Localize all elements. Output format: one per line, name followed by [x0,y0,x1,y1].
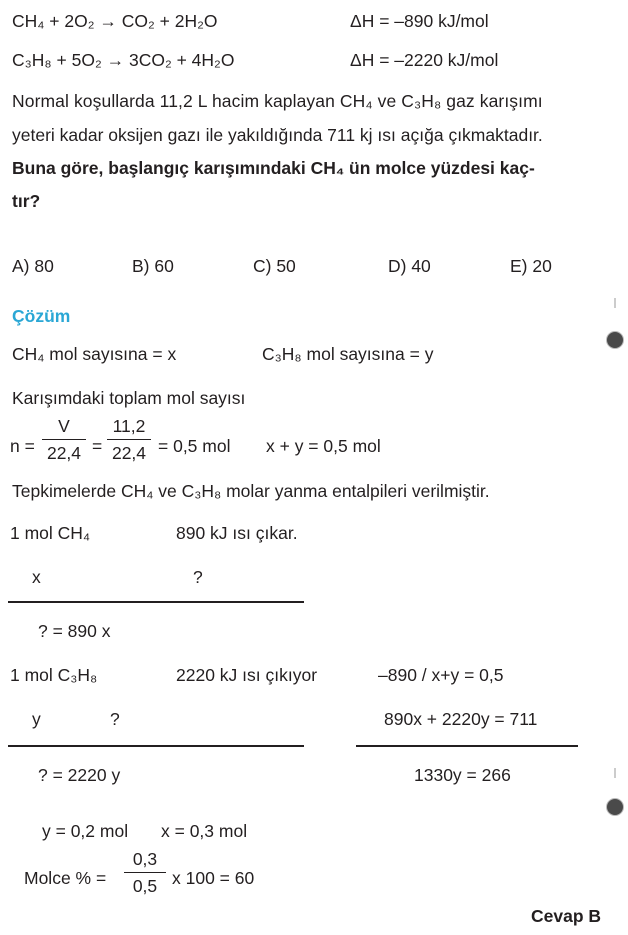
question-line-1: Normal koşullarda 11,2 L hacim kaplayan CH₄ ve C₃H₈ gaz karışımı [12,91,543,111]
n-equals: n = [10,436,35,456]
fraction-2-numerator: 11,2 [107,418,151,440]
total-mol-label: Karışımdaki toplam mol sayısı [12,388,246,408]
scan-mark-bottom [614,768,616,778]
system-equation-1: –890 / x+y = 0,5 [378,665,504,685]
molce-denominator: 0,5 [132,875,158,896]
pencil-icon [606,798,624,816]
proportion-2-result: ? = 2220 y [38,765,121,785]
fraction-2-denominator: 22,4 [111,442,147,463]
reaction-2-equation: C₃H₈ + 5O₂ → 3CO₂ + 4H₂O [12,50,235,70]
molce-numerator: 0,3 [124,851,166,873]
proportion-2-divider [8,745,304,747]
enthalpy-note: Tepkimelerde CH₄ ve C₃H₈ molar yanma entalpileri verilmiştir. [12,481,490,501]
option-a[interactable]: A) 80 [12,256,54,276]
fraction-volume-over-molar-volume [107,418,151,462]
proportion-1-result: ? = 890 x [38,621,111,641]
proportion-1-right: 890 kJ ısı çıkar. [176,523,298,543]
molce-label: Molce % = [24,868,107,888]
option-e[interactable]: E) 20 [510,256,552,276]
proportion-2-unknown: ? [110,709,120,729]
fraction-1-denominator: 22,4 [46,442,82,463]
answer-label: Cevap B [531,906,602,926]
reaction-2-enthalpy: ΔH = –2220 kJ/mol [350,50,499,70]
proportion-1-x: x [32,567,41,587]
molce-fraction [124,851,166,895]
option-c[interactable]: C) 50 [253,256,296,276]
proportion-1-divider [8,601,304,603]
molce-result: x 100 = 60 [172,868,255,888]
question-line-2: yeteri kadar oksijen gazı ile yakıldığında 711 kj ısı açığa çıkmaktadır. [12,125,543,145]
reaction-1-enthalpy: ΔH = –890 kJ/mol [350,11,489,31]
solution-heading: Çözüm [12,306,71,326]
ch4-mol-definition: CH₄ mol sayısına = x [12,344,177,364]
proportion-2-left: 1 mol C₃H₈ [10,665,98,685]
fraction-v-over-molar-volume [42,418,86,462]
fraction-1-numerator: V [42,418,86,440]
scan-mark-top [614,298,616,308]
mol-sum-equation: x + y = 0,5 mol [266,436,381,456]
pencil-icon [606,331,624,349]
c3h8-mol-definition: C₃H₈ mol sayısına = y [262,344,434,364]
question-bold-line-1: Buna göre, başlangıç karışımındaki CH₄ ün molce yüzdesi kaç- [12,158,535,178]
system-equation-2: 890x + 2220y = 711 [384,709,538,729]
n-result: = 0,5 mol [158,436,231,456]
system-result: 1330y = 266 [414,765,511,785]
system-divider [356,745,578,747]
equals-sign: = [92,436,103,456]
proportion-1-left: 1 mol CH₄ [10,523,91,543]
option-b[interactable]: B) 60 [132,256,174,276]
x-value: x = 0,3 mol [161,821,248,841]
reaction-1-equation: CH₄ + 2O₂ → CO₂ + 2H₂O [12,11,218,31]
question-bold-line-2: tır? [12,191,41,211]
proportion-2-y: y [32,709,41,729]
proportion-2-right: 2220 kJ ısı çıkıyor [176,665,318,685]
proportion-1-unknown: ? [193,567,203,587]
y-value: y = 0,2 mol [42,821,129,841]
option-d[interactable]: D) 40 [388,256,431,276]
